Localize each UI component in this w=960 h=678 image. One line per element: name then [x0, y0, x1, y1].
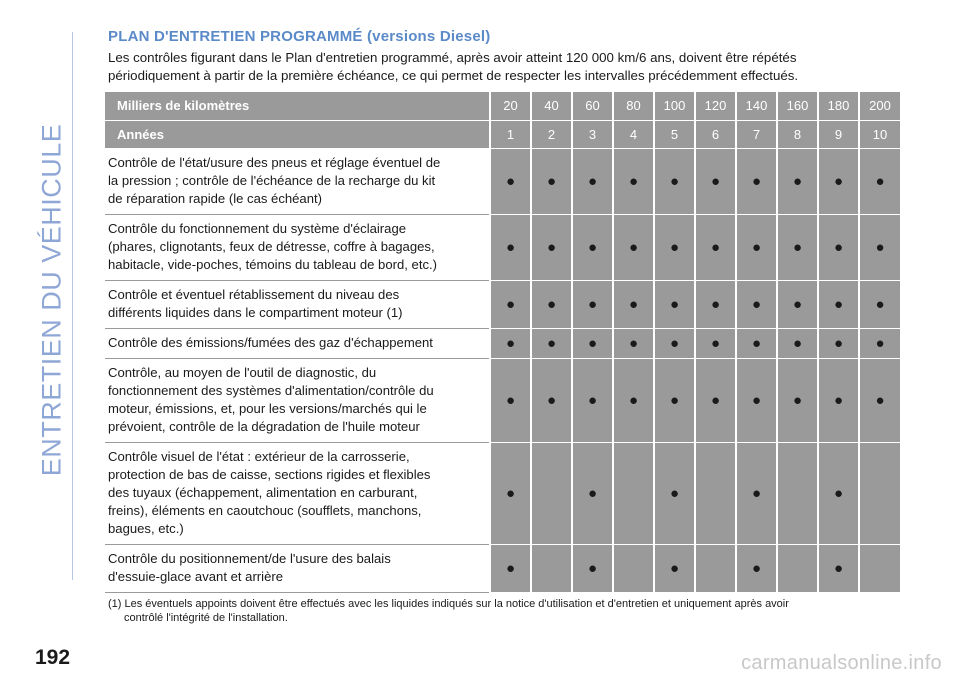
check-dot-icon: ●	[833, 238, 844, 256]
interval-cell	[490, 280, 531, 328]
footnote	[108, 597, 900, 625]
interval-cell	[777, 214, 818, 280]
page-number: 192	[35, 646, 71, 669]
check-dot-icon: ●	[875, 391, 885, 409]
check-dot-icon: ●	[792, 295, 803, 313]
check-dot-icon: ●	[710, 391, 721, 409]
check-dot-icon: ●	[669, 391, 680, 409]
intro-line: Les contrôles figurant dans le Plan d'entretien programmé, après avoir atteint 120 000 km/6 ans, doivent être répétés	[108, 50, 797, 65]
interval-cell	[695, 442, 736, 544]
check-dot-icon: ●	[628, 334, 639, 352]
check-dot-icon: ●	[875, 334, 885, 352]
interval-cell	[531, 148, 572, 214]
interval-cell	[654, 442, 695, 544]
interval-cell	[818, 214, 859, 280]
header-km-cell: 120	[695, 92, 736, 120]
table-row	[105, 214, 900, 280]
interval-cell	[859, 442, 900, 544]
check-dot-icon: ●	[751, 334, 762, 352]
header-year-cell: 3	[572, 120, 613, 148]
operation-line: prévoient, contrôle de la dégradation de l'huile moteur	[108, 418, 420, 434]
operation-description	[105, 148, 490, 214]
interval-cell	[490, 328, 531, 358]
check-dot-icon: ●	[505, 172, 516, 190]
footnote-line: contrôlé l'intégrité de l'installation.	[124, 611, 288, 624]
check-dot-icon: ●	[710, 172, 721, 190]
header-year-cell: 9	[818, 120, 859, 148]
maintenance-table	[105, 92, 900, 593]
check-dot-icon: ●	[875, 238, 885, 256]
interval-cell	[859, 358, 900, 442]
header-year-cell: 4	[613, 120, 654, 148]
check-dot-icon: ●	[751, 238, 762, 256]
check-dot-icon: ●	[669, 484, 680, 502]
interval-cell	[736, 358, 777, 442]
operation-description	[105, 214, 490, 280]
operation-line: Contrôle, au moyen de l'outil de diagnostic, du	[108, 364, 377, 380]
interval-cell	[736, 328, 777, 358]
operation-line: de réparation rapide (le cas échéant)	[108, 190, 322, 206]
header-years-label: Années	[105, 120, 490, 148]
page-title: PLAN D'ENTRETIEN PROGRAMMÉ (versions Diesel)	[108, 28, 491, 45]
interval-cell	[572, 442, 613, 544]
interval-cell	[736, 544, 777, 592]
interval-cell	[613, 328, 654, 358]
intro-paragraph	[108, 49, 900, 85]
check-dot-icon: ●	[587, 295, 598, 313]
interval-cell	[531, 544, 572, 592]
interval-cell	[859, 280, 900, 328]
header-year-cell: 7	[736, 120, 777, 148]
side-divider	[72, 32, 73, 580]
check-dot-icon: ●	[833, 391, 844, 409]
header-km-cell: 160	[777, 92, 818, 120]
watermark: carmanualsonline.info	[741, 652, 942, 674]
check-dot-icon: ●	[587, 172, 598, 190]
interval-cell	[736, 214, 777, 280]
section-side-tab-label: ENTRETIEN DU VÉHICULE	[36, 123, 67, 477]
interval-cell	[695, 148, 736, 214]
interval-cell	[736, 442, 777, 544]
header-year-cell: 2	[531, 120, 572, 148]
interval-cell	[777, 544, 818, 592]
interval-cell	[736, 280, 777, 328]
interval-cell	[859, 328, 900, 358]
header-year-cell: 1	[490, 120, 531, 148]
interval-cell	[818, 280, 859, 328]
interval-cell	[695, 214, 736, 280]
header-km-cell: 140	[736, 92, 777, 120]
check-dot-icon: ●	[833, 172, 844, 190]
header-km-label: Milliers de kilomètres	[105, 92, 490, 120]
check-dot-icon: ●	[587, 334, 598, 352]
check-dot-icon: ●	[587, 559, 598, 577]
operation-line: différents liquides dans le compartiment moteur (1)	[108, 304, 403, 320]
operation-description	[105, 328, 490, 358]
check-dot-icon: ●	[833, 559, 844, 577]
check-dot-icon: ●	[546, 172, 557, 190]
operation-line: (phares, clignotants, feux de détresse, coffre à bagages,	[108, 238, 435, 254]
interval-cell	[613, 280, 654, 328]
header-km-cell: 80	[613, 92, 654, 120]
intro-line: périodiquement à partir de la première échéance, ce qui permet de respecter les intervalles précédemment effectués.	[108, 68, 799, 83]
check-dot-icon: ●	[587, 484, 598, 502]
interval-cell	[777, 442, 818, 544]
header-year-cell: 8	[777, 120, 818, 148]
interval-cell	[777, 358, 818, 442]
check-dot-icon: ●	[628, 295, 639, 313]
interval-cell	[777, 148, 818, 214]
header-km-cell: 100	[654, 92, 695, 120]
check-dot-icon: ●	[833, 484, 844, 502]
interval-cell	[654, 358, 695, 442]
operation-description	[105, 442, 490, 544]
interval-cell	[736, 148, 777, 214]
header-row-years	[105, 120, 900, 148]
interval-cell	[613, 544, 654, 592]
check-dot-icon: ●	[628, 172, 639, 190]
check-dot-icon: ●	[833, 334, 844, 352]
check-dot-icon: ●	[505, 334, 516, 352]
interval-cell	[490, 358, 531, 442]
operation-line: la pression ; contrôle de l'échéance de la recharge du kit	[108, 172, 436, 188]
check-dot-icon: ●	[710, 334, 721, 352]
operation-line: freins), éléments en caoutchouc (soufflets, manchons,	[108, 502, 422, 518]
check-dot-icon: ●	[710, 238, 721, 256]
table-row	[105, 280, 900, 328]
table-row	[105, 442, 900, 544]
interval-cell	[613, 358, 654, 442]
interval-cell	[818, 544, 859, 592]
interval-cell	[695, 328, 736, 358]
interval-cell	[572, 148, 613, 214]
interval-cell	[490, 544, 531, 592]
check-dot-icon: ●	[792, 238, 803, 256]
check-dot-icon: ●	[792, 172, 803, 190]
check-dot-icon: ●	[792, 391, 803, 409]
interval-cell	[613, 148, 654, 214]
check-dot-icon: ●	[792, 334, 803, 352]
interval-cell	[490, 442, 531, 544]
header-row-km	[105, 92, 900, 120]
operation-line: Contrôle de l'état/usure des pneus et réglage éventuel de	[108, 154, 441, 170]
interval-cell	[654, 280, 695, 328]
page-content	[105, 28, 900, 625]
operation-line: bagues, etc.)	[108, 520, 184, 536]
check-dot-icon: ●	[628, 238, 639, 256]
interval-cell	[818, 442, 859, 544]
check-dot-icon: ●	[669, 295, 680, 313]
interval-cell	[695, 358, 736, 442]
operation-line: protection de bas de caisse, sections rigides et flexibles	[108, 466, 431, 482]
footnote-line: (1) Les éventuels appoints doivent être effectués avec les liquides indiqués sur la notice d'utilisation et d'entretien et uniquement après avoir	[108, 597, 789, 610]
header-year-cell: 5	[654, 120, 695, 148]
header-km-cell: 60	[572, 92, 613, 120]
check-dot-icon: ●	[505, 484, 516, 502]
interval-cell	[531, 214, 572, 280]
check-dot-icon: ●	[751, 391, 762, 409]
check-dot-icon: ●	[587, 391, 598, 409]
table-row	[105, 148, 900, 214]
check-dot-icon: ●	[669, 238, 680, 256]
check-dot-icon: ●	[710, 295, 721, 313]
check-dot-icon: ●	[546, 391, 557, 409]
operation-description	[105, 358, 490, 442]
operation-line: d'essuie-glace avant et arrière	[108, 568, 283, 584]
check-dot-icon: ●	[751, 295, 762, 313]
check-dot-icon: ●	[875, 172, 885, 190]
header-km-cell: 200	[859, 92, 900, 120]
check-dot-icon: ●	[546, 295, 557, 313]
interval-cell	[572, 280, 613, 328]
interval-cell	[695, 544, 736, 592]
interval-cell	[613, 214, 654, 280]
check-dot-icon: ●	[875, 295, 885, 313]
interval-cell	[695, 280, 736, 328]
interval-cell	[818, 328, 859, 358]
interval-cell	[777, 328, 818, 358]
check-dot-icon: ●	[751, 484, 762, 502]
interval-cell	[818, 358, 859, 442]
interval-cell	[490, 148, 531, 214]
table-row	[105, 544, 900, 592]
header-year-cell: 6	[695, 120, 736, 148]
check-dot-icon: ●	[669, 334, 680, 352]
interval-cell	[859, 214, 900, 280]
check-dot-icon: ●	[669, 172, 680, 190]
check-dot-icon: ●	[587, 238, 598, 256]
operation-line: Contrôle du fonctionnement du système d'éclairage	[108, 220, 407, 236]
check-dot-icon: ●	[505, 391, 516, 409]
interval-cell	[777, 280, 818, 328]
operation-line: Contrôle des émissions/fumées des gaz d'échappement	[108, 334, 433, 350]
check-dot-icon: ●	[546, 334, 557, 352]
interval-cell	[859, 148, 900, 214]
operation-description	[105, 280, 490, 328]
operation-description	[105, 544, 490, 592]
interval-cell	[654, 214, 695, 280]
interval-cell	[531, 280, 572, 328]
operation-line: Contrôle et éventuel rétablissement du niveau des	[108, 286, 400, 302]
interval-cell	[572, 328, 613, 358]
interval-cell	[654, 328, 695, 358]
operation-line: moteur, émissions, et, pour les versions/marchés qui le	[108, 400, 427, 416]
interval-cell	[531, 328, 572, 358]
table-body	[105, 148, 900, 592]
check-dot-icon: ●	[669, 559, 680, 577]
interval-cell	[613, 442, 654, 544]
check-dot-icon: ●	[505, 295, 516, 313]
table-row	[105, 328, 900, 358]
table-row	[105, 358, 900, 442]
interval-cell	[859, 544, 900, 592]
interval-cell	[818, 148, 859, 214]
header-km-cell: 180	[818, 92, 859, 120]
operation-line: Contrôle visuel de l'état : extérieur de la carrosserie,	[108, 448, 410, 464]
operation-line: Contrôle du positionnement/de l'usure des balais	[108, 550, 391, 566]
interval-cell	[490, 214, 531, 280]
header-year-cell: 10	[859, 120, 900, 148]
interval-cell	[572, 214, 613, 280]
check-dot-icon: ●	[751, 559, 762, 577]
interval-cell	[654, 544, 695, 592]
check-dot-icon: ●	[751, 172, 762, 190]
check-dot-icon: ●	[833, 295, 844, 313]
interval-cell	[572, 544, 613, 592]
operation-line: des tuyaux (échappement, alimentation en carburant,	[108, 484, 418, 500]
check-dot-icon: ●	[505, 559, 516, 577]
header-km-cell: 40	[531, 92, 572, 120]
interval-cell	[654, 148, 695, 214]
interval-cell	[531, 358, 572, 442]
operation-line: habitacle, vide-poches, témoins du tableau de bord, etc.)	[108, 256, 437, 272]
interval-cell	[531, 442, 572, 544]
operation-line: fonctionnement des systèmes d'alimentation/contrôle du	[108, 382, 434, 398]
header-km-cell: 20	[490, 92, 531, 120]
check-dot-icon: ●	[628, 391, 639, 409]
check-dot-icon: ●	[505, 238, 516, 256]
interval-cell	[572, 358, 613, 442]
check-dot-icon: ●	[546, 238, 557, 256]
